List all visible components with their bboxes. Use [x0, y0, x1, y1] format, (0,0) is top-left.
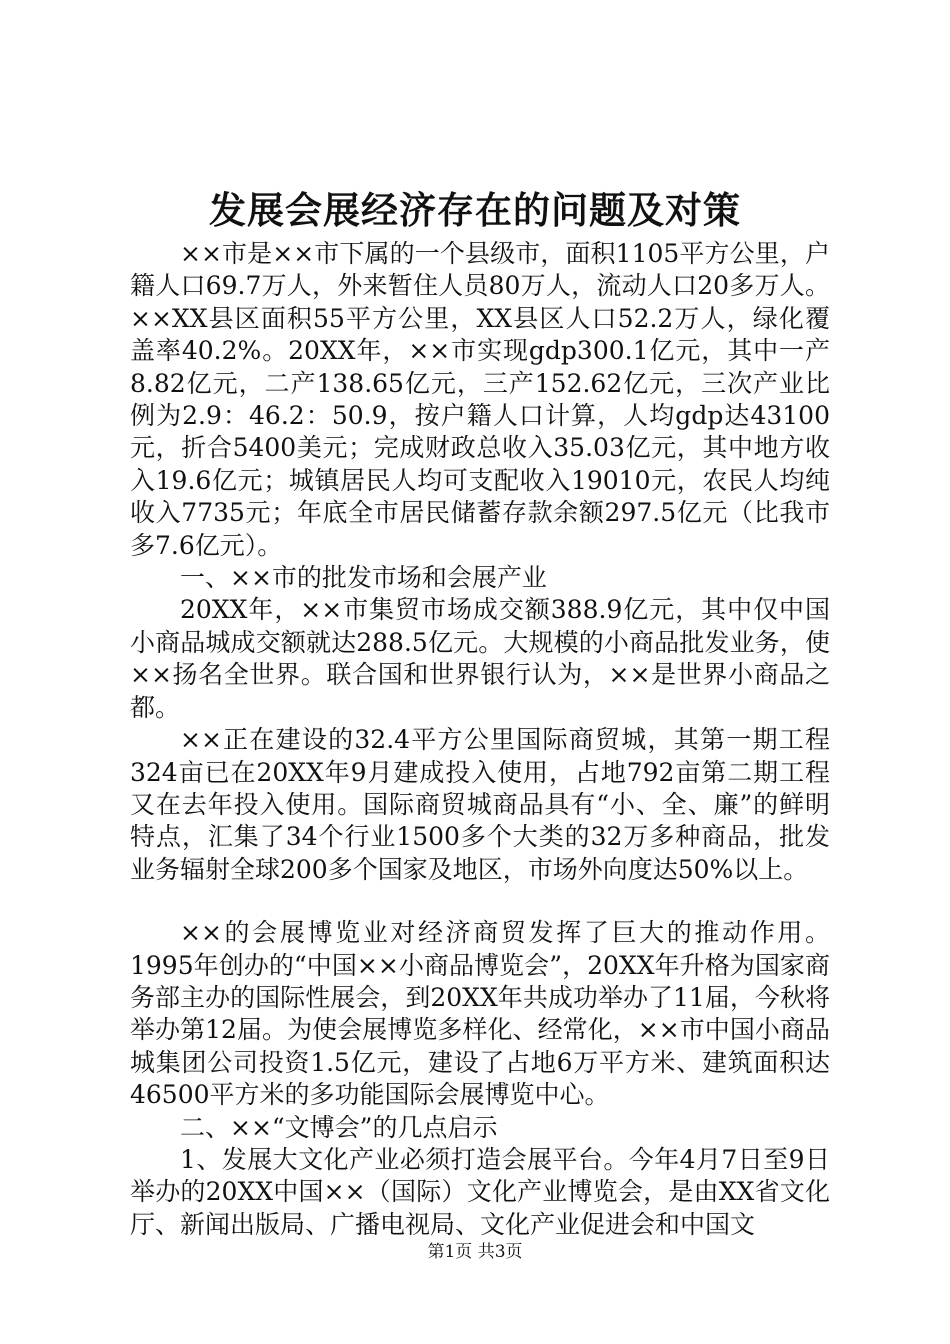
document-title: 发展会展经济存在的问题及对策: [209, 188, 741, 232]
section-heading-wholesale: 一、××市的批发市场和会展产业: [180, 563, 547, 593]
paragraph-trade-city: ××正在建设的32.4平方公里国际商贸城，其第一期工程324亩已在20XX年9月建成投入使用，占地792亩第二期工程又在去年投入使用。国际商贸城商品具有“小、全、廉”的鲜明特点，汇集了34个行业1500多个大类的32万多种商品，批发业务辐射全球200多个国家及地区，市场外向度达50%以上。: [130, 725, 830, 884]
paragraph-market-turnover: 20XX年，××市集贸市场成交额388.9亿元，其中仅中国小商品城成交额就达288.5亿元。大规模的小商品批发业务，使××扬名全世界。联合国和世界银行认为，××是世界小商品之都。: [130, 595, 830, 722]
paragraph-expo-industry: ××的会展博览业对经济商贸发挥了巨大的推动作用。1995年创办的“中国××小商品博览会”，20XX年升格为国家商务部主办的国际性展会，到20XX年共成功举办了11届，今秋将举办第12届。为使会展博览多样化、经常化，××市中国小商品城集团公司投资1.5亿元，建设了占地6万平方米、建筑面积达46500平方米的多功能国际会展博览中心。: [130, 918, 830, 1110]
paragraph-culture-expo: 1、发展大文化产业必须打造会展平台。今年4月7日至9日举办的20XX中国××（国际）文化产业博览会，是由XX省文化厅、新闻出版局、广播电视局、文化产业促进会和中国文: [130, 1144, 830, 1239]
paragraph-city-overview: ××市是××市下属的一个县级市，面积1105平方公里，户籍人口69.7万人，外来暂住人员80万人，流动人口20多万人。××XX县区面积55平方公里，XX县区人口52.2万人，绿化覆盖率40.2%。20XX年，××市实现gdp300.1亿元，其中一产8.82亿元，二产138.65亿元，三产152.62亿元，三次产业比例为2.9：46.2：50.9，按户籍人口计算，人均gdp达43100元，折合5400美元；完成财政总收入35.03亿元，其中地方收入19.6亿元；城镇居民人均可支配收入19010元，农民人均纯收入7735元；年底全市居民储蓄存款余额297.5亿元（比我市多7.6亿元）。: [130, 239, 830, 560]
page-number-footer: 第1页 共3页: [427, 1242, 523, 1262]
section-heading-insights: 二、××“文博会”的几点启示: [180, 1112, 498, 1142]
document-body: [130, 238, 830, 1241]
